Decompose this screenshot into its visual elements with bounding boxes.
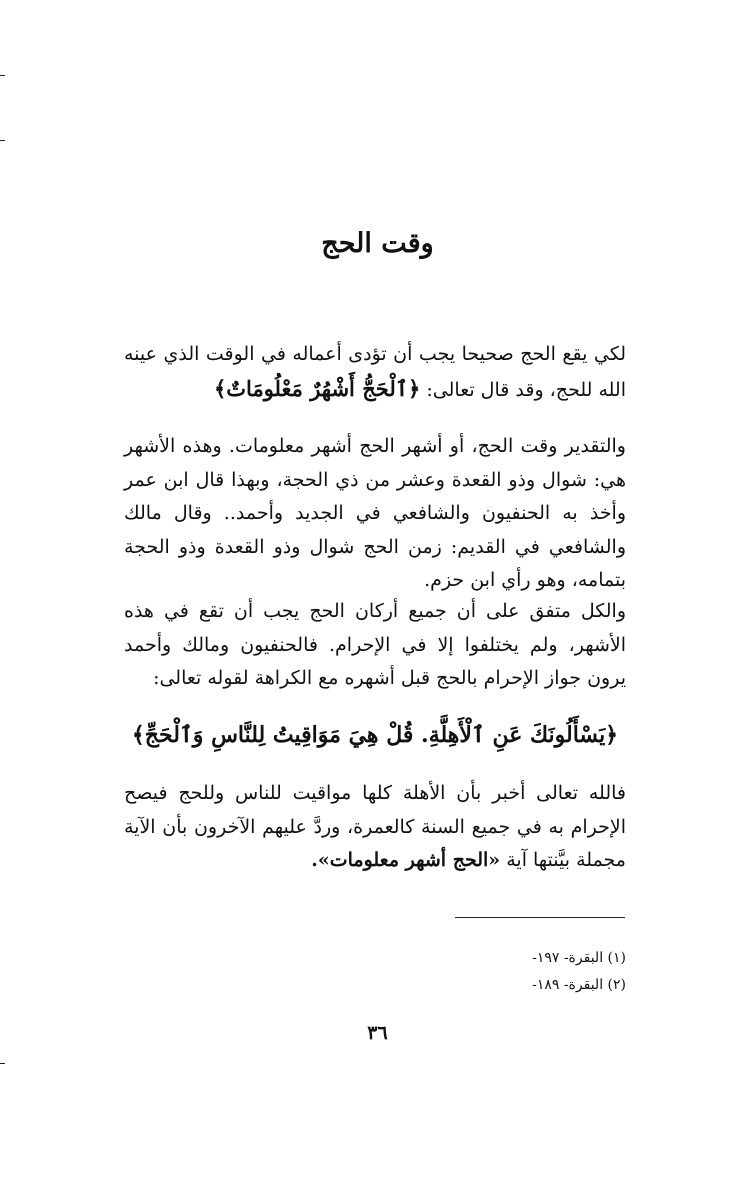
- paragraph-text: والكل متفق على أن جميع أركان الحج يجب أن تقع في هذه الأشهر، ولم يختلفوا إلا في الإحرام. فالحنفيون ومالك وأحمد يرون جواز الإحرام بالحج قبل أشهره مع الكراهة لقوله تعالى:: [124, 600, 626, 689]
- footnote-separator: [455, 917, 625, 918]
- margin-mark: [0, 75, 5, 76]
- paragraph-3: [124, 595, 626, 696]
- paragraph-5: [124, 777, 626, 878]
- paragraph-text: والتقدير وقت الحج، أو أشهر الحج أشهر معلومات. وهذه الأشهر هي: شوال وذو القعدة وعشر من ذي الحجة، وبهذا قال ابن عمر وأخذ به الحنفيون والشافعي في الجديد وأحمد.. وقال مالك والشافعي في القديم: زمن الحج شوال وذو القعدة وذو الحجة بتمامه، وهو رأي ابن حزم.: [124, 435, 626, 591]
- quran-verse: ﴿ٱلْحَجُّ أَشْهُرٌ مَعْلُومَاتٌ﴾: [213, 375, 421, 401]
- paragraph-text: فالله تعالى أخبر بأن الأهلة كلها مواقيت للناس وللحج فيصح الإحرام به في جميع السنة كالعمرة، وردَّ عليهم الآخرون بأن الآية مجملة بيَّنتها آية: [124, 782, 626, 871]
- paragraph-2: [124, 430, 626, 598]
- quoted-verse: «الحج أشهر معلومات».: [311, 849, 501, 871]
- paragraph-1: [124, 338, 626, 407]
- margin-mark: [0, 1063, 5, 1064]
- footnote-2: (٢) البقرة- ١٨٩-: [532, 977, 626, 993]
- page-number: ٣٦: [367, 1022, 388, 1044]
- quran-verse-block: ﴿يَسْأَلُونَكَ عَنِ ٱلْأَهِلَّةِ. قُلْ هِيَ مَوَاقِيتُ لِلنَّاسِ وَٱلْحَجِّ﴾: [131, 722, 619, 748]
- chapter-title: وقت الحج: [321, 228, 434, 259]
- margin-mark: [0, 140, 5, 141]
- footnote-1: (١) البقرة- ١٩٧-: [532, 950, 626, 966]
- paragraph-text: لكي يقع الحج صحيحا يجب أن تؤدى أعماله في الوقت الذي عينه الله للحج، وقد قال تعالى:: [124, 343, 626, 401]
